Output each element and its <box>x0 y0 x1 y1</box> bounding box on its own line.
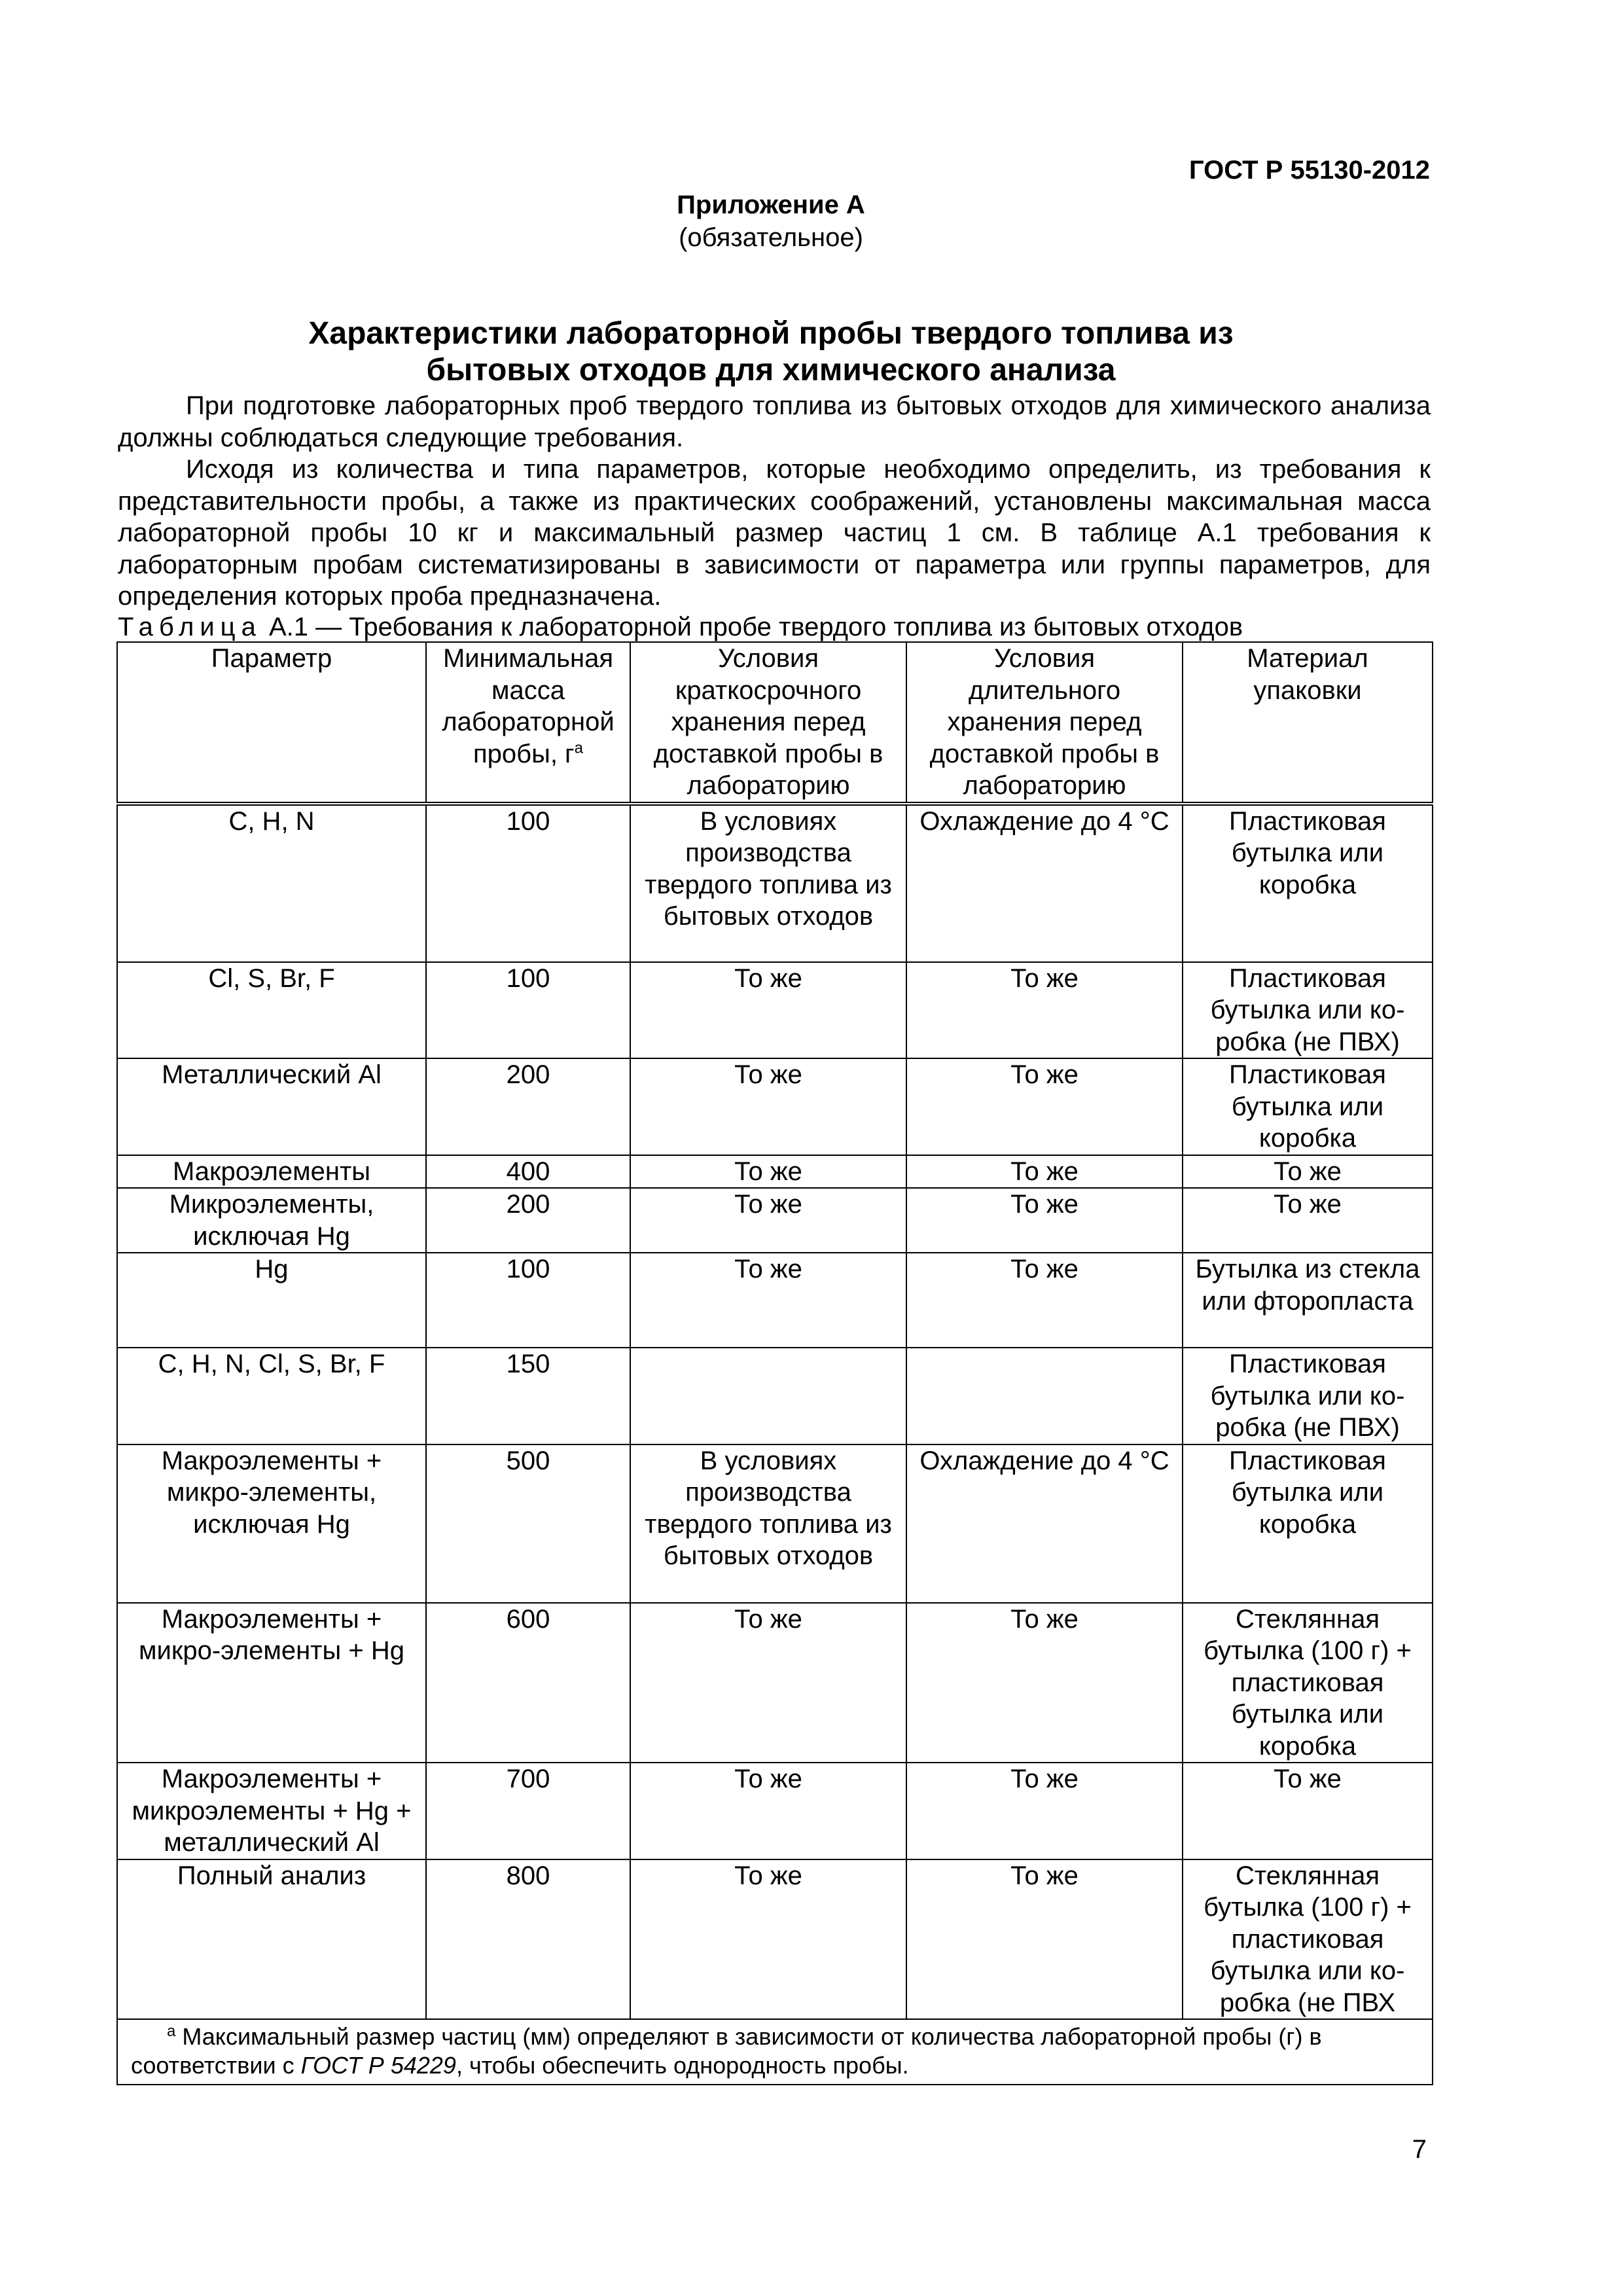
cell-short-storage: То же <box>630 962 906 1059</box>
cell-parameter: Металлический Al <box>117 1058 426 1155</box>
table-caption-text: А.1 — Требования к лабораторной пробе твердого топлива из бытовых отходов <box>268 613 1243 641</box>
cell-parameter: Hg <box>117 1253 426 1348</box>
cell-packaging: Пластиковая бутылка или коробка <box>1183 1058 1433 1155</box>
cell-long-storage: То же <box>906 1763 1183 1859</box>
cell-long-storage: Охлаждение до 4 °C <box>906 804 1183 962</box>
table-row <box>117 1155 1433 1189</box>
table-caption <box>118 611 1243 643</box>
cell-mass: 500 <box>426 1444 630 1603</box>
section-title-line-2: бытовых отходов для химического анализа <box>426 353 1116 387</box>
table-row <box>117 962 1433 1059</box>
cell-mass: 600 <box>426 1603 630 1763</box>
cell-parameter: C, H, N, Cl, S, Br, F <box>117 1348 426 1444</box>
cell-parameter: Макроэлементы + микро-элементы + Hg <box>117 1603 426 1763</box>
header-parameter: Параметр <box>117 642 426 804</box>
cell-parameter: Микроэлементы, исключая Hg <box>117 1188 426 1253</box>
cell-short-storage: То же <box>630 1603 906 1763</box>
cell-packaging: Стеклянная бутылка (100 г) + пластиковая бутылка или ко-робка (не ПВХ <box>1183 1859 1433 2020</box>
cell-short-storage: То же <box>630 1188 906 1253</box>
page-number: 7 <box>1412 2135 1427 2164</box>
cell-parameter: Cl, S, Br, F <box>117 962 426 1059</box>
table-row <box>117 804 1433 962</box>
header-long-term-storage: Условия длительного хранения перед доставкой пробы в лабораторию <box>906 642 1183 804</box>
table-row <box>117 1058 1433 1155</box>
cell-packaging: То же <box>1183 1763 1433 1859</box>
cell-parameter: Макроэлементы + микроэлементы + Hg + металлический Al <box>117 1763 426 1859</box>
footnote-mark: a <box>574 739 583 757</box>
appendix-title: Приложение А <box>677 190 865 219</box>
cell-long-storage: То же <box>906 1859 1183 2020</box>
cell-mass: 800 <box>426 1859 630 2020</box>
cell-mass: 150 <box>426 1348 630 1444</box>
cell-packaging: Пластиковая бутылка или коробка <box>1183 1444 1433 1603</box>
cell-mass: 100 <box>426 962 630 1059</box>
table-footnote-row <box>117 2019 1433 2085</box>
cell-long-storage: Охлаждение до 4 °C <box>906 1444 1183 1603</box>
cell-short-storage: В условиях производства твердого топлива из бытовых отходов <box>630 1444 906 1603</box>
cell-long-storage: То же <box>906 1603 1183 1763</box>
table-row <box>117 1859 1433 2020</box>
cell-packaging: Пластиковая бутылка или коробка <box>1183 804 1433 962</box>
cell-short-storage: То же <box>630 1253 906 1348</box>
cell-mass: 200 <box>426 1058 630 1155</box>
footnote-mark: a <box>167 2022 176 2040</box>
cell-long-storage: То же <box>906 962 1183 1059</box>
table-row <box>117 1188 1433 1253</box>
footnote-reference: ГОСТ Р 54229 <box>300 2052 456 2079</box>
header-packaging: Материал упаковки <box>1183 642 1433 804</box>
cell-short-storage <box>630 1348 906 1444</box>
table-body <box>117 804 1433 2020</box>
cell-parameter: Макроэлементы + микро-элементы, исключая Hg <box>117 1444 426 1603</box>
appendix-status: (обязательное) <box>679 223 863 252</box>
cell-long-storage <box>906 1348 1183 1444</box>
header-short-term-storage: Условия краткосрочного хранения перед доставкой пробы в лабораторию <box>630 642 906 804</box>
cell-short-storage: То же <box>630 1859 906 2020</box>
paragraph: При подготовке лабораторных проб твердого топлива из бытовых отходов для химического анализа должны соблюдаться следующие требования. <box>118 391 1431 452</box>
cell-long-storage: То же <box>906 1058 1183 1155</box>
cell-packaging: То же <box>1183 1155 1433 1189</box>
cell-packaging: Стеклянная бутылка (100 г) + пластиковая бутылка или коробка <box>1183 1603 1433 1763</box>
cell-parameter: C, H, N <box>117 804 426 962</box>
cell-mass: 700 <box>426 1763 630 1859</box>
cell-long-storage: То же <box>906 1253 1183 1348</box>
cell-mass: 400 <box>426 1155 630 1189</box>
cell-short-storage: То же <box>630 1763 906 1859</box>
cell-packaging: Бутылка из стекла или фторопласта <box>1183 1253 1433 1348</box>
footnote-text: Максимальный размер частиц (мм) определяют в зависимости от количества лабораторной пробы (г) в соответствии с <box>131 2023 1322 2079</box>
section-title-line-1: Характеристики лабораторной пробы твердого топлива из <box>308 316 1234 351</box>
table-header-row <box>117 642 1433 804</box>
cell-short-storage: То же <box>630 1155 906 1189</box>
table-row <box>117 1444 1433 1603</box>
cell-short-storage: То же <box>630 1058 906 1155</box>
table-footnote <box>117 2019 1433 2085</box>
section-title <box>0 315 1542 389</box>
cell-packaging: То же <box>1183 1188 1433 1253</box>
body-text <box>118 390 1431 613</box>
requirements-table <box>116 641 1433 2085</box>
cell-packaging: Пластиковая бутылка или ко-робка (не ПВХ) <box>1183 962 1433 1059</box>
cell-mass: 100 <box>426 1253 630 1348</box>
cell-parameter: Макроэлементы <box>117 1155 426 1189</box>
cell-long-storage: То же <box>906 1155 1183 1189</box>
appendix-heading <box>0 188 1542 254</box>
cell-mass: 200 <box>426 1188 630 1253</box>
cell-parameter: Полный анализ <box>117 1859 426 2020</box>
header-min-mass: Минимальная масса лабораторной пробы, $г^a$ <box>426 642 630 804</box>
document-code: ГОСТ Р 55130-2012 <box>1188 156 1430 185</box>
table-row <box>117 1763 1433 1859</box>
paragraph: Исходя из количества и типа параметров, которые необходимо определить, из требования к представительности пробы, а также из практических соображений, установлены максимальная масса лабораторной пробы 10 кг и максимальный размер частиц 1 см. В таблице А.1 требования к лабораторным пробам систематизированы в зависимости от параметра или группы параметров, для определения которых проба предназначена. <box>118 455 1431 611</box>
cell-long-storage: То же <box>906 1188 1183 1253</box>
table-row <box>117 1603 1433 1763</box>
cell-packaging: Пластиковая бутылка или ко-робка (не ПВХ) <box>1183 1348 1433 1444</box>
cell-short-storage: В условиях производства твердого топлива из бытовых отходов <box>630 804 906 962</box>
cell-mass: 100 <box>426 804 630 962</box>
table-row <box>117 1253 1433 1348</box>
table-row <box>117 1348 1433 1444</box>
footnote-text-end: , чтобы обеспечить однородность пробы. <box>455 2052 909 2079</box>
table-caption-word: Таблица <box>118 613 262 641</box>
